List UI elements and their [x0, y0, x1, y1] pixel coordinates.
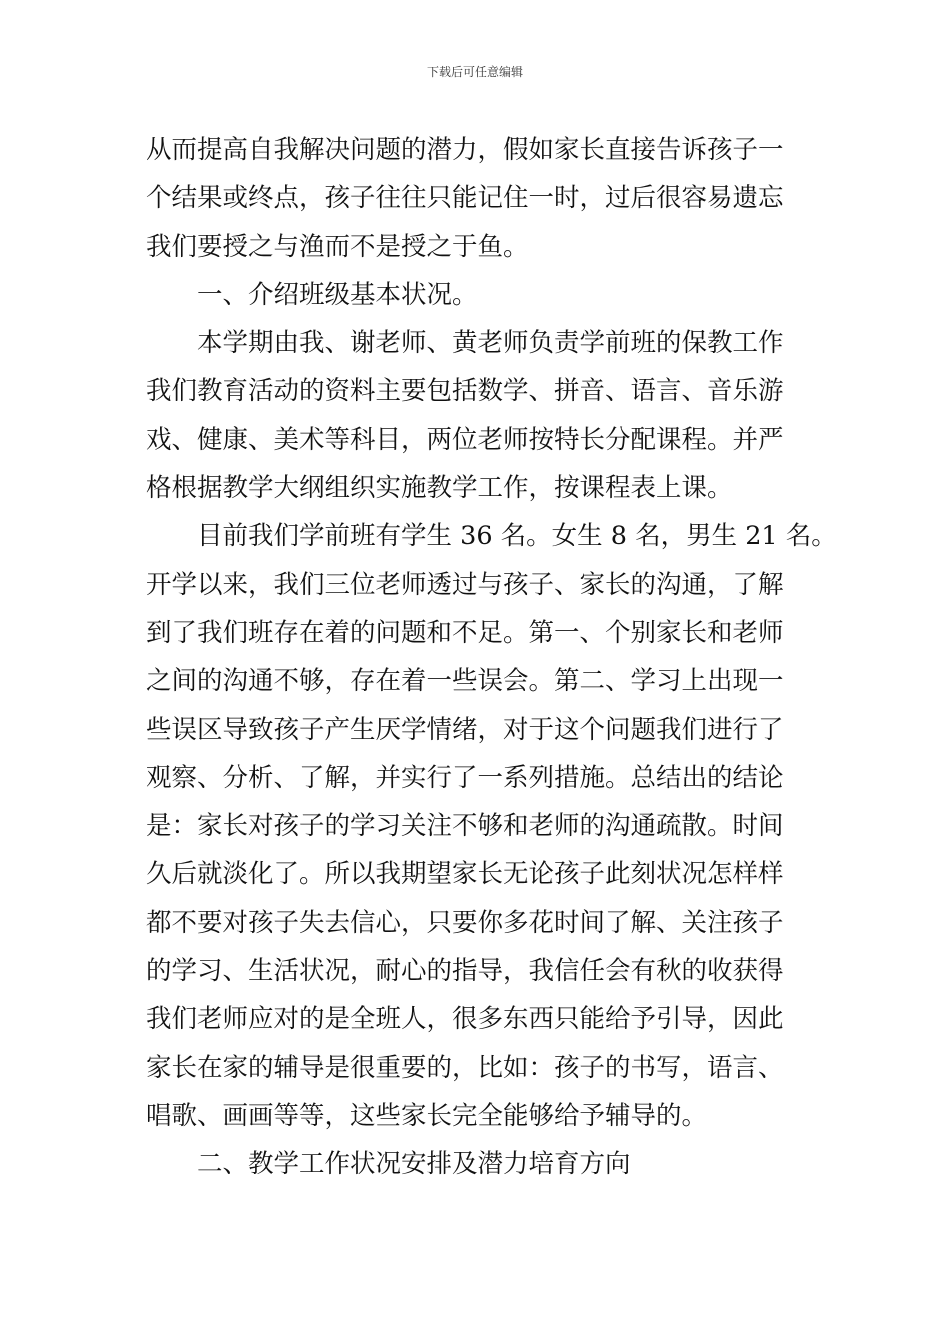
text-line: 到了我们班存在着的问题和不足。第一、个别家长和老师	[146, 617, 784, 648]
text-line: 唱歌、画画等等，这些家长完全能够给予辅导的。	[146, 1100, 708, 1131]
text-line: 的学习、生活状况，耐心的指导，我信任会有秋的收获得	[146, 956, 784, 987]
text-line: 都不要对孩子失去信心，只要你多花时间了解、关注孩子	[146, 907, 784, 938]
text-line: 我们要授之与渔而不是授之于鱼。	[146, 231, 529, 262]
document-body	[146, 126, 837, 1189]
text-line: 家长在家的辅导是很重要的，比如：孩子的书写，语言、	[146, 1052, 784, 1083]
text-line: 戏、健康、美术等科目，两位老师按特长分配课程。并严	[146, 424, 784, 455]
section-heading-1: 一、介绍班级基本状况。	[197, 279, 478, 310]
section-heading-2: 二、教学工作状况安排及潜力培育方向	[197, 1149, 631, 1180]
paragraph-start: 目前我们学前班有学生 36 名。女生 8 名，男生 21 名。	[197, 521, 837, 552]
text-line: 是：家长对孩子的学习关注不够和老师的沟通疏散。时间	[146, 811, 784, 842]
text-line: 从而提高自我解决问题的潜力，假如家长直接告诉孩子一	[146, 135, 784, 165]
text-line: 格根据教学大纲组织实施教学工作，按课程表上课。	[146, 473, 733, 504]
text-line: 我们教育活动的资料主要包括数学、拼音、语言、音乐游	[146, 376, 784, 407]
text-line: 观察、分析、了解，并实行了一系列措施。总结出的结论	[146, 762, 784, 793]
text-line: 个结果或终点，孩子往往只能记住一时，过后很容易遗忘	[146, 183, 784, 214]
text-line: 开学以来，我们三位老师透过与孩子、家长的沟通，了解	[146, 569, 784, 600]
text-line: 久后就淡化了。所以我期望家长无论孩子此刻状况怎样样	[146, 859, 784, 890]
text-line: 些误区导致孩子产生厌学情绪，对于这个问题我们进行了	[146, 714, 784, 745]
text-line: 之间的沟通不够，存在着一些误会。第二、学习上出现一	[146, 666, 784, 697]
text-line: 我们老师应对的是全班人，很多东西只能给予引导，因此	[146, 1004, 784, 1035]
page-header-note: 下载后可任意编辑	[426, 65, 523, 79]
paragraph-start: 本学期由我、谢老师、黄老师负责学前班的保教工作	[197, 328, 784, 359]
